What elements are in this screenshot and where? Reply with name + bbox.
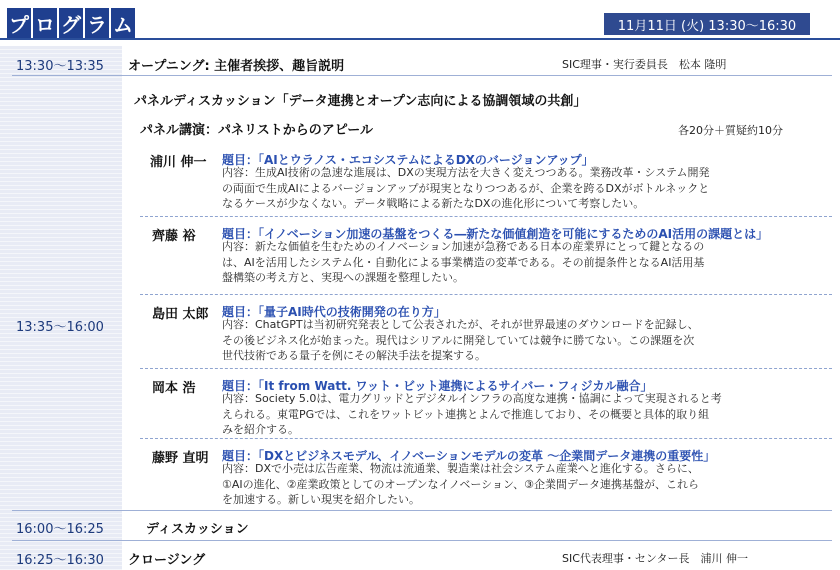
row-divider — [12, 540, 832, 541]
talk-title: 題目：「AIとウラノス・エコシステムによるDXのバージョンアップ」 — [222, 153, 594, 167]
program-title-char: ム — [111, 8, 135, 38]
panel-lecture-note: 各20分＋質疑約10分 — [678, 124, 783, 137]
talk-speaker: 藤野 直明 — [152, 451, 209, 466]
talk-description-line: なるケースが少なくない。データ戦略による新たなDXの進化形について考察したい。 — [222, 197, 645, 210]
talk-description — [222, 239, 704, 286]
talk-description-line: 盤構築の考え方と、実現への課題を整理したい。 — [222, 271, 464, 284]
talk-description-line: みを紹介する。 — [222, 423, 299, 436]
opening-title: オープニング: 主催者挨拶、趣旨説明 — [128, 59, 345, 74]
talk-description-line: ①AIの進化、②産業政策としてのオープンなイノベーション、③企業間データ連携基盤が、これら — [222, 477, 699, 491]
row-divider — [12, 510, 832, 511]
talk-title: 題目：「イノベーション加速の基盤をつくる―新たな価値創造を可能にするためのAI活用の課題とは」 — [222, 227, 769, 241]
talk-description-line: 内容：新たな価値を生むためのイノベーション加速が急務である日本の産業界にとって鍵となるの — [222, 240, 705, 253]
talk-speaker: 齊藤 裕 — [152, 229, 196, 244]
program-title — [7, 8, 137, 38]
closing-title: クロージング — [128, 553, 206, 568]
panel-title: パネルディスカッション「データ連携とオープン志向による協調領域の共創」 — [134, 94, 587, 109]
closing-time: 16:25～16:30 — [16, 553, 104, 568]
talk-description-line: 内容：DXで小売は広告産業、物流は流通業、製造業は社会システム産業へと進化する。さらに、 — [222, 462, 699, 475]
program-title-char: グ — [59, 8, 83, 38]
panel-time: 13:35～16:00 — [16, 320, 104, 335]
time-column — [0, 46, 122, 570]
talk-description-line: の両面で生成AIによるバージョンアップが現実となりつつあるが、企業を跨るDXがボトルネックと — [222, 181, 710, 195]
closing-speaker: SIC代表理事・センター長 浦川 伸一 — [562, 552, 748, 565]
talk-description-line: 世代技術である量子を例にその解決手法を提案する。 — [222, 349, 486, 362]
talk-description-line: 内容：Society 5.0は、電力グリッドとデジタルインフラの高度な連携・協調によって実現されると考 — [222, 392, 722, 405]
opening-time: 13:30～13:35 — [16, 59, 104, 74]
event-date-badge: 11月11日 (火) 13:30～16:30 — [604, 13, 810, 35]
talk-description-line: は、AIを活用したシステム化・自動化による事業構造の変革である。その前提条件となるAI活用基 — [222, 255, 705, 269]
talk-description-line: 内容：ChatGPTは当初研究発表として公表されたが、それが世界最速のダウンロードを記録し、 — [222, 318, 699, 331]
talk-title: 題目：「量子AI時代の技術開発の在り方」 — [222, 305, 446, 319]
talk-description — [222, 165, 709, 212]
talk-description — [222, 461, 699, 508]
discussion-time: 16:00～16:25 — [16, 522, 104, 537]
panel-lecture-title: パネル講演：パネリストからのアピール — [140, 123, 373, 138]
talk-description-line: その後ビジネス化が始まった。現代はシリアルに開発していては競争に勝てない。この課題を次 — [222, 333, 695, 347]
talk-title: 題目：「It from Watt. ワット・ビット連携によるサイバー・フィジカル融合」 — [222, 379, 653, 393]
program-title-char: プ — [7, 8, 31, 38]
talk-speaker: 島田 太郎 — [152, 307, 209, 322]
program-title-char: ロ — [33, 8, 57, 38]
discussion-title: ディスカッション — [146, 522, 249, 537]
opening-speaker: SIC理事・実行委員長 松本 隆明 — [562, 58, 727, 71]
talk-description — [222, 391, 722, 438]
talk-speaker: 浦川 伸一 — [150, 155, 207, 170]
talk-divider — [140, 438, 832, 439]
talk-description-line: を加速する。新しい現実を紹介したい。 — [222, 493, 420, 506]
row-divider — [12, 75, 832, 76]
talk-title: 題目：「DXとビジネスモデル、イノベーションモデルの変革 ～企業間データ連携の重要性」 — [222, 449, 716, 463]
talk-description-line: えられる。東電PGでは、これをワットビット連携とよんで推進しており、その概要と具体的取り組 — [222, 407, 710, 421]
talk-divider — [140, 216, 832, 217]
program-title-char: ラ — [85, 8, 109, 38]
talk-divider — [140, 294, 832, 295]
program-header — [0, 0, 840, 40]
talk-speaker: 岡本 浩 — [152, 381, 196, 396]
talk-description — [222, 317, 699, 364]
header-divider — [0, 38, 840, 40]
talk-description-line: 内容：生成AI技術の急速な進展は、DXの実現方法を大きく変えつつある。業務改革・システム開発 — [222, 166, 710, 179]
talk-divider — [140, 368, 832, 369]
